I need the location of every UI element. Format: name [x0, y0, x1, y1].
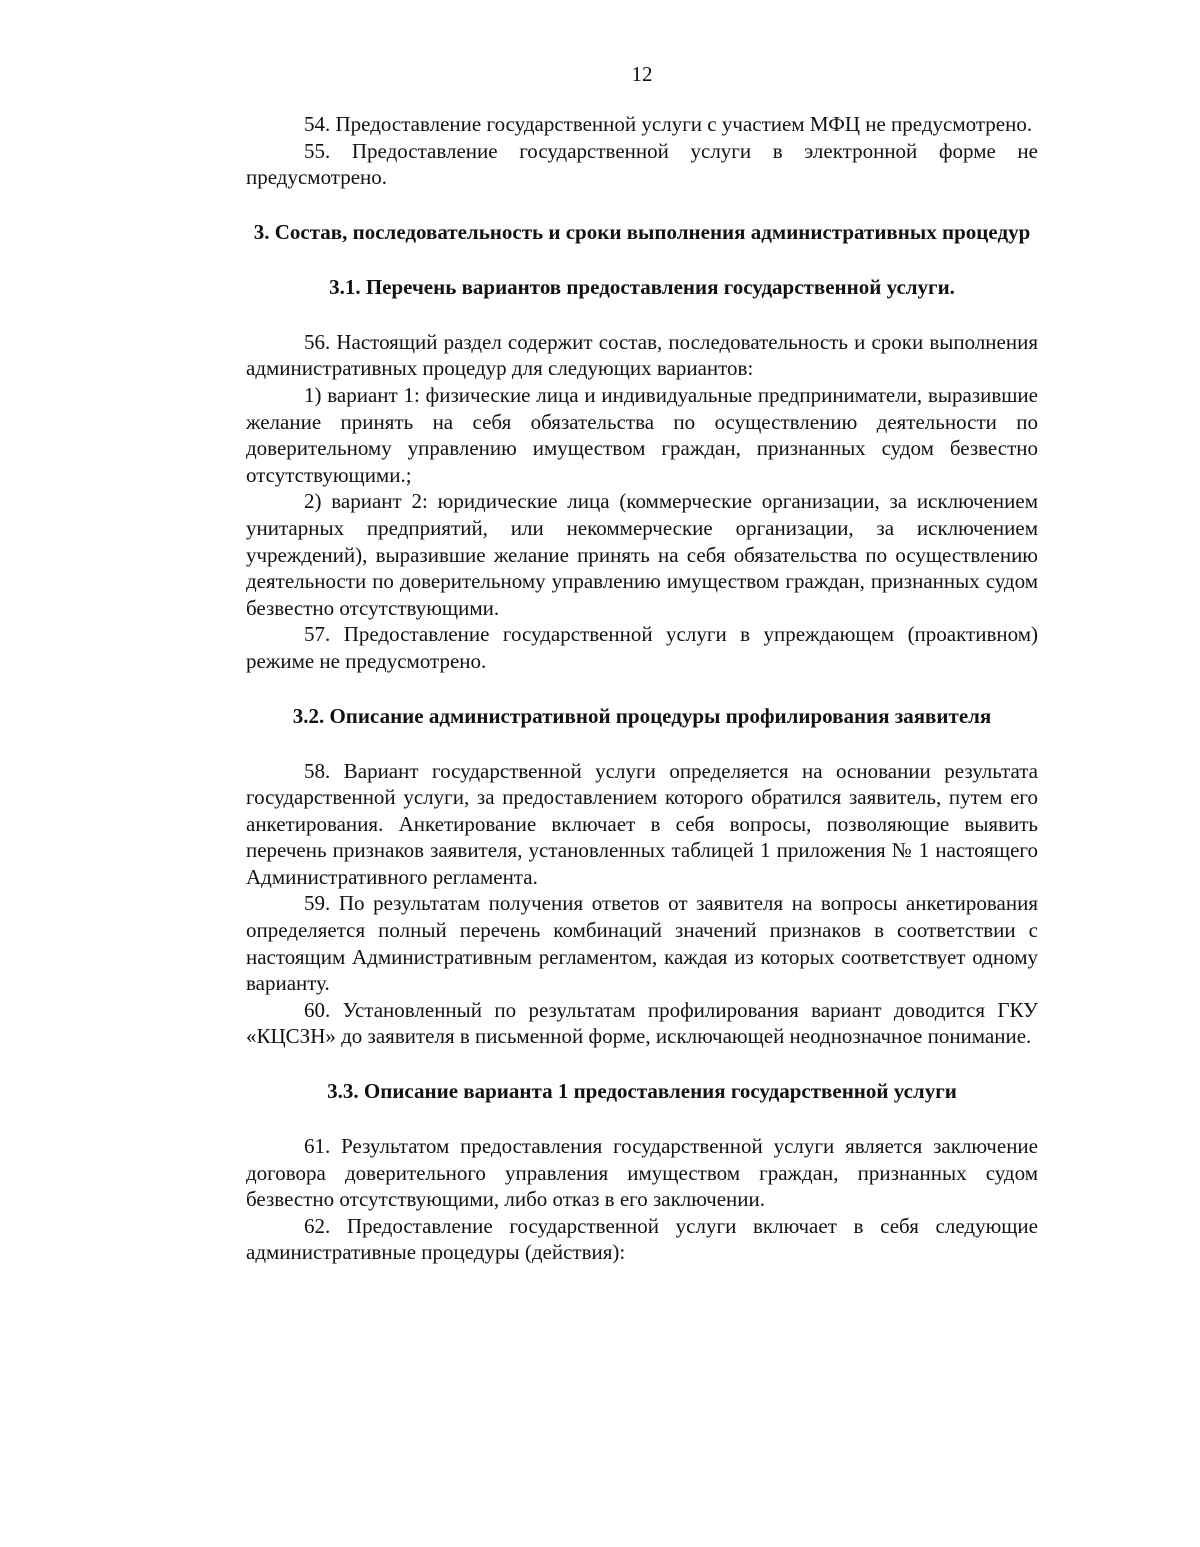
subsection-heading-3-2: 3.2. Описание административной процедуры профилирования заявителя — [292, 703, 992, 728]
paragraph-57: 57. Предоставление государственной услуги в упреждающем (проактивном) режиме не предусмотрено. — [246, 622, 1038, 673]
paragraph-60: 60. Установленный по результатам профилирования вариант доводится ГКУ «КЦСЗН» до заявителя в письменной форме, исключающей неоднозначное понимание. — [246, 997, 1038, 1049]
paragraph-59: 59. По результатам получения ответов от заявителя на вопросы анкетирования определяется полный перечень комбинаций значений признаков в соответствии с настоящим Административным регламентом, каждая из которых соответствует одному варианту. — [246, 891, 1038, 996]
list-item-variant-2: 2) вариант 2: юридические лица (коммерческие организации, за исключением унитарных предприятий, или некоммерческие организации, за исключением учреждений), выразившие желание принять на себя обязательства по осуществлению деятельности по доверительному управлению имуществом граждан, признанных судом безвестно отсутствующими. — [246, 489, 1038, 620]
paragraph-56: 56. Настоящий раздел содержит состав, последовательность и сроки выполнения административных процедур для следующих вариантов: — [246, 329, 1038, 381]
paragraph-55: 55. Предоставление государственной услуги в электронной форме не предусмотрено. — [246, 138, 1038, 190]
paragraph-61: 61. Результатом предоставления государственной услуги является заключение договора доверительного управления имуществом граждан, признанных судом безвестно отсутствующими, либо отказ в его заключении. — [246, 1134, 1038, 1212]
list-item-variant-1: 1) вариант 1: физические лица и индивидуальные предприниматели, выразившие желание принять на себя обязательства по осуществлению деятельности по доверительному управлению имуществом граждан, признанных судом безвестно отсутствующими.; — [246, 382, 1038, 487]
section-heading-3: 3. Состав, последовательность и сроки выполнения административных процедур — [253, 219, 1031, 244]
page-number: 12 — [631, 62, 653, 86]
paragraph-54: 54. Предоставление государственной услуги с участием МФЦ не предусмотрено. — [304, 112, 1033, 136]
subsection-heading-3-3: 3.3. Описание варианта 1 предоставления государственной услуги — [327, 1079, 957, 1104]
paragraph-62: 62. Предоставление государственной услуги включает в себя следующие административные процедуры (действия): — [246, 1213, 1038, 1265]
document-body — [246, 111, 1038, 1266]
paragraph-58: 58. Вариант государственной услуги определяется на основании результата государственной услуги, за предоставлением которого обратился заявитель, путем его анкетирования. Анкетирование включает в себя вопросы, позволяющие выявить перечень признаков заявителя, установленных таблицей 1 приложения № 1 настоящего Административного регламента. — [246, 758, 1038, 889]
subsection-heading-3-1: 3.1. Перечень вариантов предоставления государственной услуги. — [329, 274, 955, 299]
